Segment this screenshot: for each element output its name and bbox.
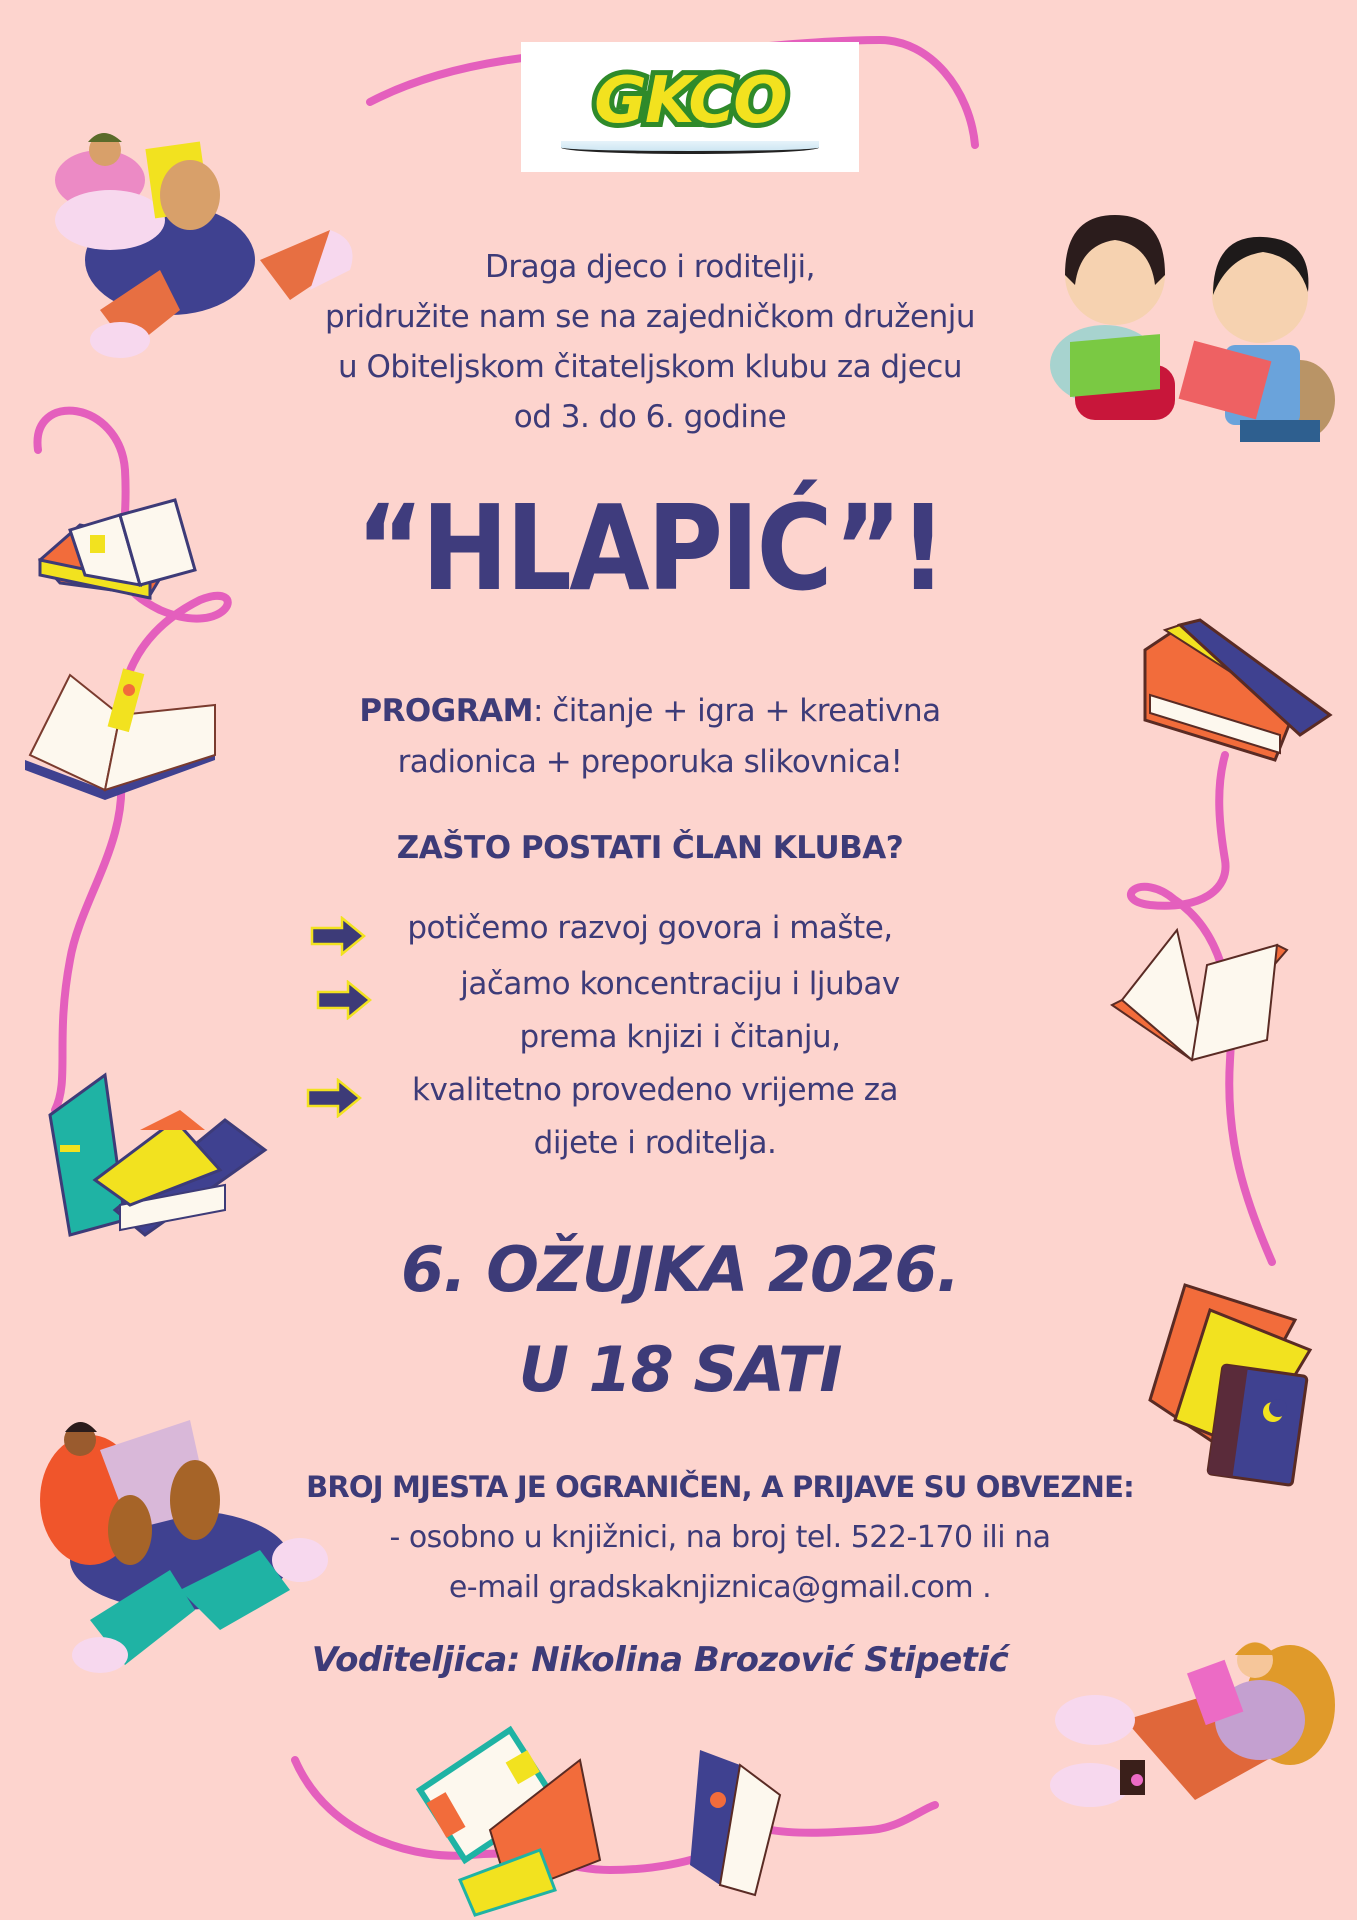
logo-text: GKCO <box>594 64 786 138</box>
reading-girl-illustration-bottom-right <box>1045 1620 1355 1810</box>
arrow-right-icon <box>316 980 372 1020</box>
arrow-right-icon <box>310 916 366 956</box>
event-time: U 18 SATI <box>518 1333 842 1406</box>
why-item-3: kvalitetno provedeno vrijeme za dijete i roditelja. <box>412 1072 898 1161</box>
intro-paragraph <box>260 242 1040 442</box>
arrow-right-icon <box>306 1078 362 1118</box>
open-book-logo-icon <box>561 141 819 154</box>
registration-heading: BROJ MJESTA JE OGRANIČEN, A PRIJAVE SU OBVEZNE: <box>306 1470 1134 1504</box>
event-datetime <box>260 1220 1100 1420</box>
intro-line: u Obiteljskom čitateljskom klubu za djecu <box>337 349 962 385</box>
registration-email: e-mail gradskaknjiznica@gmail.com . <box>448 1570 992 1605</box>
why-join-heading: ZAŠTO POSTATI ČLAN KLUBA? <box>396 830 904 866</box>
registration-phone: - osobno u knjižnici, na broj tel. 522-170 ili na <box>389 1520 1051 1555</box>
book-stack-illustration-left <box>35 490 205 615</box>
program-line-2: radionica + preporuka slikovnica! <box>397 744 903 780</box>
book-stack-moon-illustration-right <box>1145 1270 1320 1465</box>
intro-line: pridružite nam se na zajedničkom druženju <box>325 299 975 335</box>
intro-line: od 3. do 6. godine <box>513 399 787 435</box>
program-label: PROGRAM <box>359 693 533 729</box>
open-book-illustration-right <box>1112 920 1287 1070</box>
why-item-1: potičemo razvoj govora i mašte, <box>407 910 893 946</box>
intro-line: Draga djeco i roditelji, <box>484 249 816 285</box>
book-stack-illustration-right <box>1140 620 1330 770</box>
children-reading-illustration-top-right <box>1035 195 1335 455</box>
flying-books-illustration-bottom <box>400 1700 820 1910</box>
why-item-2: jačamo koncentraciju i ljubav prema knjizi i čitanju, <box>460 966 900 1055</box>
library-logo <box>521 42 859 172</box>
program-description <box>300 686 1000 788</box>
book-stack-teal-illustration-left <box>45 1060 270 1240</box>
program-line-1: : čitanje + igra + kreativna <box>532 693 941 729</box>
open-book-bookmark-illustration-left <box>25 660 225 800</box>
club-title: “HLAPIĆ”! <box>355 479 945 617</box>
event-date: 6. OŽUJKA 2026. <box>400 1233 960 1306</box>
club-leader: Voditeljica: Nikolina Brozović Stipetić <box>311 1640 1009 1680</box>
